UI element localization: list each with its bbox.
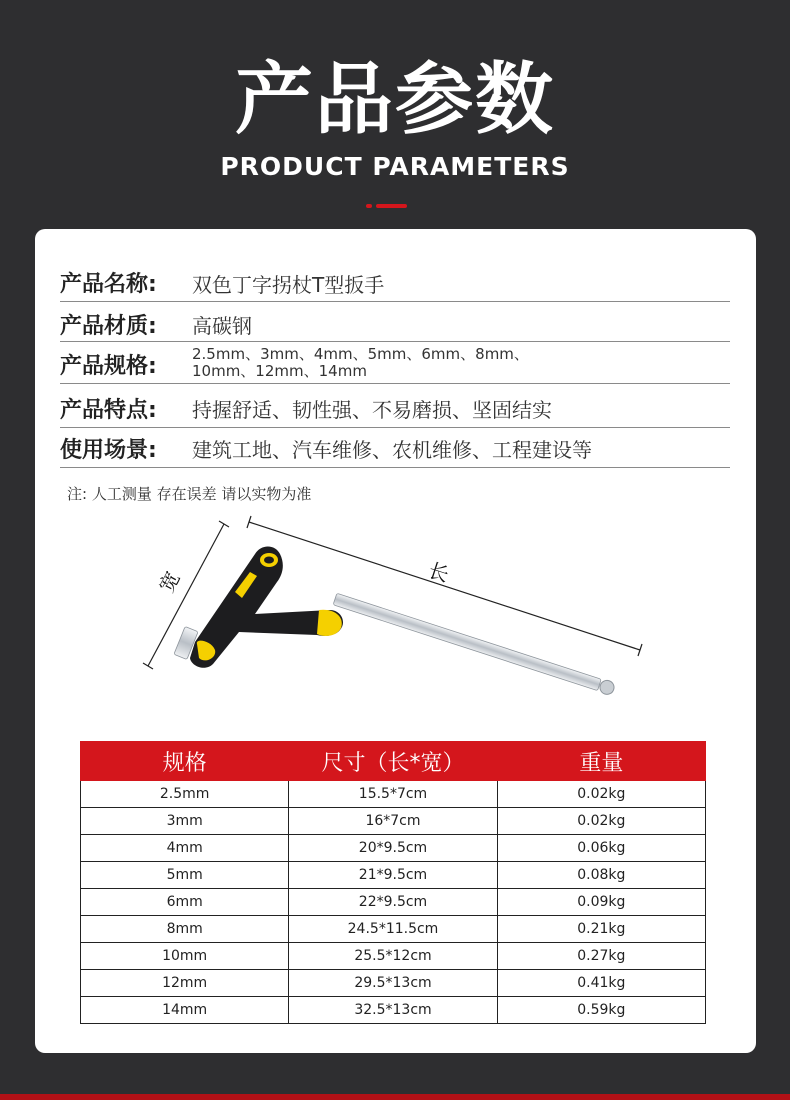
param-value: 建筑工地、汽车维修、农机维修、工程建设等 xyxy=(192,438,592,462)
cell-spec: 4mm xyxy=(81,835,289,862)
cell-spec: 2.5mm xyxy=(81,781,289,808)
cell-spec: 14mm xyxy=(81,997,289,1024)
table-header-row xyxy=(81,742,706,781)
cell-weight: 0.02kg xyxy=(497,808,705,835)
cell-weight: 0.27kg xyxy=(497,943,705,970)
cell-size: 15.5*7cm xyxy=(289,781,497,808)
cell-size: 16*7cm xyxy=(289,808,497,835)
t-wrench-diagram xyxy=(135,514,655,704)
table-row xyxy=(81,835,706,862)
length-label: 长 xyxy=(425,557,452,587)
wrench-shaft xyxy=(333,592,616,696)
accent-bar xyxy=(376,204,407,208)
cell-spec: 8mm xyxy=(81,916,289,943)
table-row xyxy=(81,862,706,889)
bottom-accent-bar xyxy=(0,1094,790,1100)
table-row xyxy=(81,889,706,916)
param-value-line2: 10mm、12mm、14mm xyxy=(192,362,367,380)
page-title: 产品参数 xyxy=(234,55,555,145)
cell-spec: 12mm xyxy=(81,970,289,997)
param-row-material xyxy=(60,301,730,342)
cell-weight: 0.02kg xyxy=(497,781,705,808)
header-spec: 规格 xyxy=(81,742,289,781)
measurement-note: 注: 人工测量 存在误差 请以实物为准 xyxy=(67,485,312,503)
param-value: 持握舒适、韧性强、不易磨损、坚固结实 xyxy=(192,398,552,422)
param-label: 产品名称: xyxy=(60,272,157,297)
param-label: 产品规格: xyxy=(60,354,157,379)
param-row-usage xyxy=(60,427,730,468)
param-value-line1: 2.5mm、3mm、4mm、5mm、6mm、8mm、 xyxy=(192,345,529,363)
header-weight: 重量 xyxy=(497,742,705,781)
param-row-features xyxy=(60,383,730,428)
wrench-handle xyxy=(190,547,343,668)
cell-size: 22*9.5cm xyxy=(289,889,497,916)
cell-weight: 0.21kg xyxy=(497,916,705,943)
width-label: 宽 xyxy=(154,567,185,597)
cell-spec: 3mm xyxy=(81,808,289,835)
table-row xyxy=(81,808,706,835)
table-row xyxy=(81,781,706,808)
cell-spec: 5mm xyxy=(81,862,289,889)
cell-weight: 0.09kg xyxy=(497,889,705,916)
cell-size: 25.5*12cm xyxy=(289,943,497,970)
param-label: 产品材质: xyxy=(60,314,157,339)
cell-weight: 0.06kg xyxy=(497,835,705,862)
cell-weight: 0.08kg xyxy=(497,862,705,889)
cell-size: 29.5*13cm xyxy=(289,970,497,997)
cell-spec: 10mm xyxy=(81,943,289,970)
table-row xyxy=(81,943,706,970)
table-row xyxy=(81,997,706,1024)
cell-size: 32.5*13cm xyxy=(289,997,497,1024)
param-label: 使用场景: xyxy=(60,438,157,463)
cell-size: 21*9.5cm xyxy=(289,862,497,889)
param-value: 双色丁字拐杖T型扳手 xyxy=(192,273,385,297)
table-row xyxy=(81,970,706,997)
cell-size: 24.5*11.5cm xyxy=(289,916,497,943)
cell-spec: 6mm xyxy=(81,889,289,916)
cell-weight: 0.41kg xyxy=(497,970,705,997)
page-subtitle: PRODUCT PARAMETERS xyxy=(220,152,570,181)
spec-table xyxy=(80,741,706,1024)
parameters-card xyxy=(35,229,756,1053)
cell-weight: 0.59kg xyxy=(497,997,705,1024)
param-value: 高碳钢 xyxy=(192,314,252,338)
param-row-specs xyxy=(60,341,730,384)
table-row xyxy=(81,916,706,943)
param-label: 产品特点: xyxy=(60,398,157,423)
header-size: 尺寸（长*宽） xyxy=(289,742,497,781)
param-row-name xyxy=(60,265,730,302)
accent-dot xyxy=(366,204,372,208)
cell-size: 20*9.5cm xyxy=(289,835,497,862)
